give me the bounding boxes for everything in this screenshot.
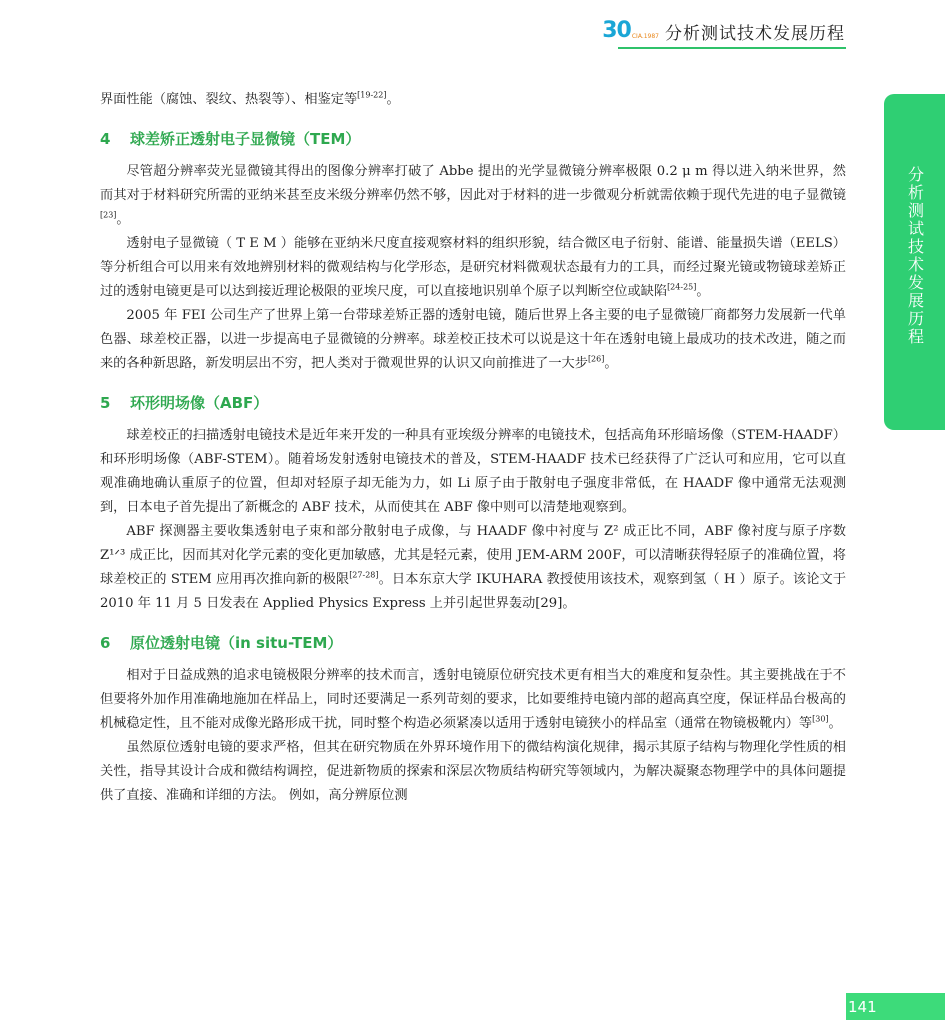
citation-ref: [26] — [587, 354, 605, 364]
side-tab-label: 分析测试技术发展历程 — [905, 166, 925, 346]
citation-ref: [23] — [100, 210, 117, 220]
paragraph-text: 尽管超分辨率荧光显微镜其得出的图像分辨率打破了 Abbe 提出的光学显微镜分辨率极限 0.2 μ m 得以进入纳米世界，然而其对于材料研究所需的亚纳米甚至皮米级分辨率仍然不够，因此对于材料的进一步微观分析就需依赖于现代先进的电子显微镜 — [100, 164, 846, 203]
citation-ref: [27-28] — [349, 570, 379, 580]
paragraph-text: 透射电子显微镜（ T E M ）能够在亚纳米尺度直接观察材料的组织形貌，结合微区电子衍射、能谱、能量损失谱（EELS）等分析组合可以用来有效地辨别材料的微观结构与化学形态，是研究材料微观状态最有力的工具，而经过聚光镜或物镜球差矫正过的透射电镜更是可以达到接近理论极限的亚埃尺度，可以直接地识别单个原子以判断空位或缺陷 — [100, 236, 846, 299]
header-divider — [618, 47, 846, 49]
section-heading-4 — [100, 128, 846, 150]
page-number: 141 — [848, 997, 877, 1016]
anniversary-logo — [602, 20, 659, 42]
section-number: 5 — [100, 394, 111, 412]
intro-paragraph — [100, 88, 846, 112]
paragraph-text: ABF 探测器主要收集透射电子束和部分散射电子成像，与 HAADF 像中衬度与 Z² 成正比不同，ABF 像衬度与原子序数 Z¹ᐟ³ 成正比，因而其对化学元素的变化更加敏感，尤其是轻元素，使用 JEM-ARM 200F，可以清晰获得轻原子的准确位置，将球差校正的 STEM 应用再次推向新的极限 — [100, 524, 846, 587]
paragraph-end: 。 — [116, 212, 130, 227]
paragraph-end: 。 — [828, 716, 842, 731]
section-number: 6 — [100, 634, 111, 652]
page-number-box — [846, 993, 945, 1020]
paragraph — [100, 160, 846, 232]
paragraph-end: 。 — [696, 284, 710, 299]
section-title: 球差矫正透射电子显微镜（TEM） — [130, 130, 361, 148]
section-heading-5 — [100, 392, 846, 414]
paragraph-end: 。日本东京大学 IKUHARA 教授使用该技术，观察到氢（ H ）原子。该论文于 2010 年 11 月 5 日发表在 Applied Physics Express 上并引起世界轰动[29]。 — [100, 572, 847, 611]
paragraph — [100, 736, 846, 808]
paragraph — [100, 520, 846, 616]
citation-ref: [30] — [812, 714, 829, 724]
paragraph — [100, 664, 846, 736]
paragraph-text: 2005 年 FEI 公司生产了世界上第一台带球差矫正器的透射电镜，随后世界上各主要的电子显微镜厂商都努力发展新一代单色器、球差校正器，以进一步提高电子显微镜的分辨率。球差校正技术可以说是这十年在透射电镜上最成功的技术改进，随之而来的各种新思路，新发明层出不穷，把人类对于微观世界的认识又向前推进了一大步 — [100, 308, 846, 371]
paragraph — [100, 304, 846, 376]
citation-ref: [24-25] — [667, 282, 697, 292]
header-title: 分析测试技术发展历程 — [665, 23, 845, 44]
paragraph-text: 虽然原位透射电镜的要求严格，但其在研究物质在外界环境作用下的微结构演化规律，揭示其原子结构与物理化学性质的相关性，指导其设计合成和微结构调控，促进新物质的探索和深层次物质结构研究等领域内，为解决凝聚态物理学中的具体问题提供了直接、准确和详细的方法。 例如，高分辨原位测 — [100, 740, 846, 803]
paragraph — [100, 232, 846, 304]
section-number: 4 — [100, 130, 111, 148]
intro-end: 。 — [386, 92, 400, 107]
citation-ref: [19-22] — [357, 90, 387, 100]
section-title: 环形明场像（ABF） — [130, 394, 269, 412]
page-header — [602, 14, 845, 48]
logo-sub: CIA.1987 — [631, 33, 659, 40]
side-chapter-tab — [884, 94, 945, 430]
section-heading-6 — [100, 632, 846, 654]
logo-number: 30 — [602, 18, 631, 43]
paragraph-text: 相对于日益成熟的追求电镜极限分辨率的技术而言，透射电镜原位研究技术更有相当大的难度和复杂性。其主要挑战在于不但要将外加作用准确地施加在样品上，同时还要满足一系列苛刻的要求，比如要维持电镜内部的超高真空度，保证样品台极高的机械稳定性，且不能对成像光路形成干扰，同时整个构造必须紧凑以适用于透射电镜狭小的样品室（通常在物镜极靴内）等 — [100, 668, 846, 731]
paragraph — [100, 424, 846, 520]
article-body — [100, 88, 846, 808]
section-title: 原位透射电镜（in situ-TEM） — [130, 634, 343, 652]
paragraph-end: 。 — [604, 356, 618, 371]
paragraph-text: 球差校正的扫描透射电镜技术是近年来开发的一种具有亚埃级分辨率的电镜技术，包括高角环形暗场像（STEM-HAADF）和环形明场像（ABF-STEM）。随着场发射透射电镜技术的普及，STEM-HAADF 技术已经获得了广泛认可和应用，它可以直观准确地确认重原子的位置，但却对轻原子却无能为力，如 Li 原子由于散射电子强度非常低，在 HAADF 像中通常无法观测到，日本电子首先提出了新概念的 ABF 技术，从而使其在 ABF 像中则可以清楚地观察到。 — [100, 428, 846, 515]
intro-text: 界面性能（腐蚀、裂纹、热裂等）、相鉴定等 — [100, 92, 358, 107]
